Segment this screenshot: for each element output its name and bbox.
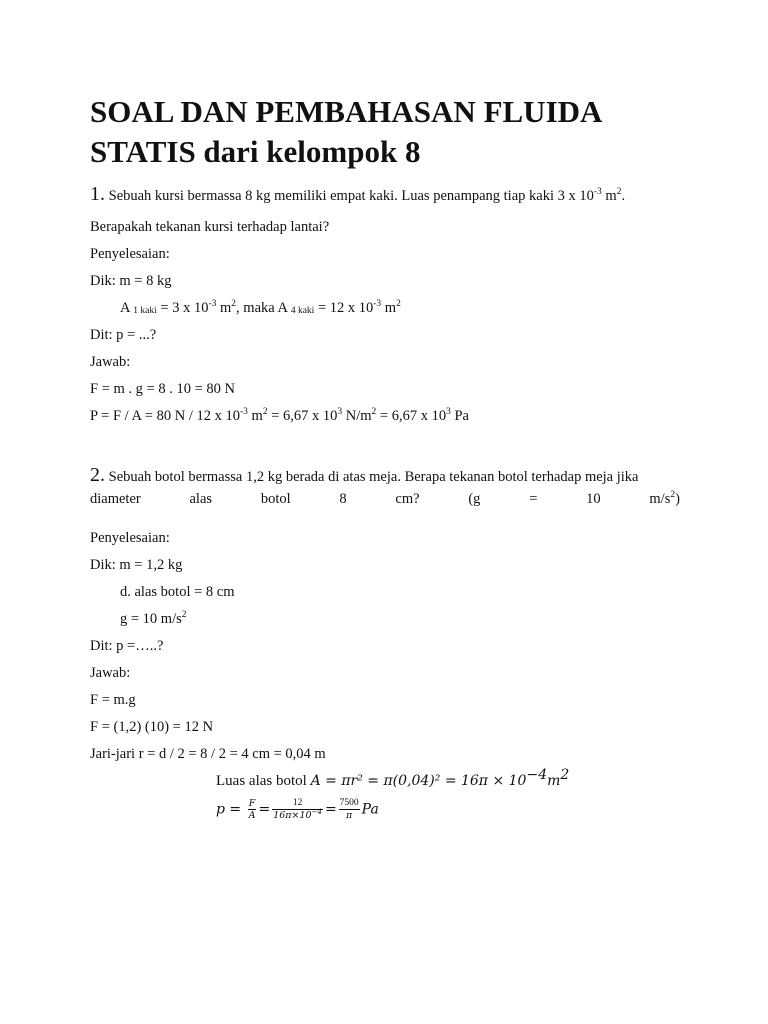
fraction-f-over-a [248,798,257,821]
q2-word: = [529,491,538,507]
q1-area-f: m [381,300,397,316]
q1-area-sub1: 1 kaki [133,306,157,316]
q1-p-d: N/m [342,408,372,424]
q2-dik: Dik: m = 1,2 kg [90,557,183,573]
q1-p-exp3: 3 [337,407,343,417]
frac1-den: A [248,810,256,821]
q1-area-a: A [120,300,134,316]
q2-p-unit: Pa [361,801,379,818]
frac2-den [272,810,323,821]
q2-luas-exp: −4 [526,767,548,783]
q1-p-c: = 6,67 x 10 [267,408,338,424]
question-1-text [90,185,703,205]
q1-area-exp3: -3 [373,299,382,309]
fraction-7500-over-pi [339,798,360,821]
q1-jawab: Jawab: [90,354,131,370]
q2-word: (g [468,491,481,507]
frac3-den: π [346,810,353,821]
q1-p-exp4: 2 [371,407,377,417]
q1-area-c: m [216,300,232,316]
q2-unit-end: ) [675,491,680,507]
q1-text-a: Sebuah kursi bermassa 8 kg memiliki empat kaki. Luas penampang tiap kaki 3 x 10 [108,188,594,204]
q1-area-sub2: 4 kaki [290,306,315,316]
q1-p-exp2: 2 [262,407,268,417]
q2-text-a: Sebuah botol bermassa 1,2 kg berada di atas meja. Berapa tekanan botol terhadap meja jika [108,469,639,485]
q2-unit [649,490,680,508]
q2-penyelesaian: Penyelesaian: [90,530,170,546]
q1-area-d: , maka A [236,300,291,316]
q2-luas-formula: A = πr² = π(0,04)² = 16π × 10 [310,773,527,789]
q1-pressure [90,407,469,425]
q1-p-exp5: 3 [446,407,451,417]
q2-luas-unit: m [547,773,561,789]
q2-g: g = 10 m/s [120,611,182,627]
q1-dik: Dik: m = 8 kg [90,273,172,289]
q2-g-exp: 2 [181,610,187,620]
question-1-number: 1. [90,183,105,205]
q1-area [120,299,401,317]
q2-jawab: Jawab: [90,665,131,681]
frac2-den-exp: −4 [311,808,322,816]
q2-word: 8 [339,491,347,507]
q2-word: cm? [395,491,420,507]
question-2-text [90,466,683,486]
frac2-num: 12 [272,798,323,810]
q2-word: 10 [586,491,601,507]
question-1-sentence [109,187,703,205]
q2-p-lhs: p = [216,801,242,818]
q1-end: . [621,188,626,204]
q1-unit: m [601,188,617,204]
q2-word: alas [189,491,213,507]
q2-pressure-equation: p = $\frac{F}{A}$ = $\frac{12}{16\pi\times 10^{-4}}$ = $\frac{7500}{\pi}$ Pa [216,798,379,821]
q2-text-b [90,490,680,508]
q1-area-exp2: 2 [231,299,237,309]
q1-force: F = m . g = 8 . 10 = 80 N [90,381,235,397]
q1-area-e: = 12 x 10 [314,300,374,316]
q1-p-a: P = F / A = 80 N / 12 x 10 [90,408,240,424]
q2-luas-unit-exp: 2 [560,767,570,783]
q1-p-b: m [247,408,263,424]
q1-penyelesaian: Penyelesaian: [90,246,170,262]
q1-unit-exp: 2 [616,187,622,197]
q1-area-exp4: 2 [396,299,401,309]
q1-dit: Dit: p = ...? [90,327,157,343]
q2-word: diameter [90,491,141,507]
fraction-12-over-area [272,798,323,821]
q2-f2: F = (1,2) (10) = 12 N [90,719,214,735]
q1-exp: -3 [593,187,602,197]
q2-unit-exp: 2 [670,490,676,500]
q2-diameter: d. alas botol = 8 cm [120,584,235,600]
question-2-number: 2. [90,464,105,486]
q1-p-exp1: -3 [239,407,248,417]
q2-word: botol [260,491,291,507]
q1-p-e: = 6,67 x 10 [376,408,447,424]
q2-gravity [120,610,187,628]
q1-area-exp1: -3 [208,299,217,309]
frac2-den-base: 16π×10 [273,810,312,821]
q2-luas-label: Luas alas botol [216,773,311,789]
document-title: SOAL DAN PEMBAHASAN FLUIDA STATIS dari kelompok 8 [90,94,601,169]
frac1-num: F [248,798,256,809]
q2-radius: Jari-jari r = d / 2 = 8 / 2 = 4 cm = 0,04 m [90,746,326,762]
q1-area-b: = 3 x 10 [156,300,209,316]
q1-p-f: Pa [450,408,469,424]
question-1-text-b: Berapakah tekanan kursi terhadap lantai? [90,219,330,235]
q2-area-equation [216,767,570,790]
q2-unit-base: m/s [649,491,671,507]
frac3-num: 7500 [339,798,359,808]
q2-dit: Dit: p =…..? [90,638,164,654]
q2-f1: F = m.g [90,692,136,708]
